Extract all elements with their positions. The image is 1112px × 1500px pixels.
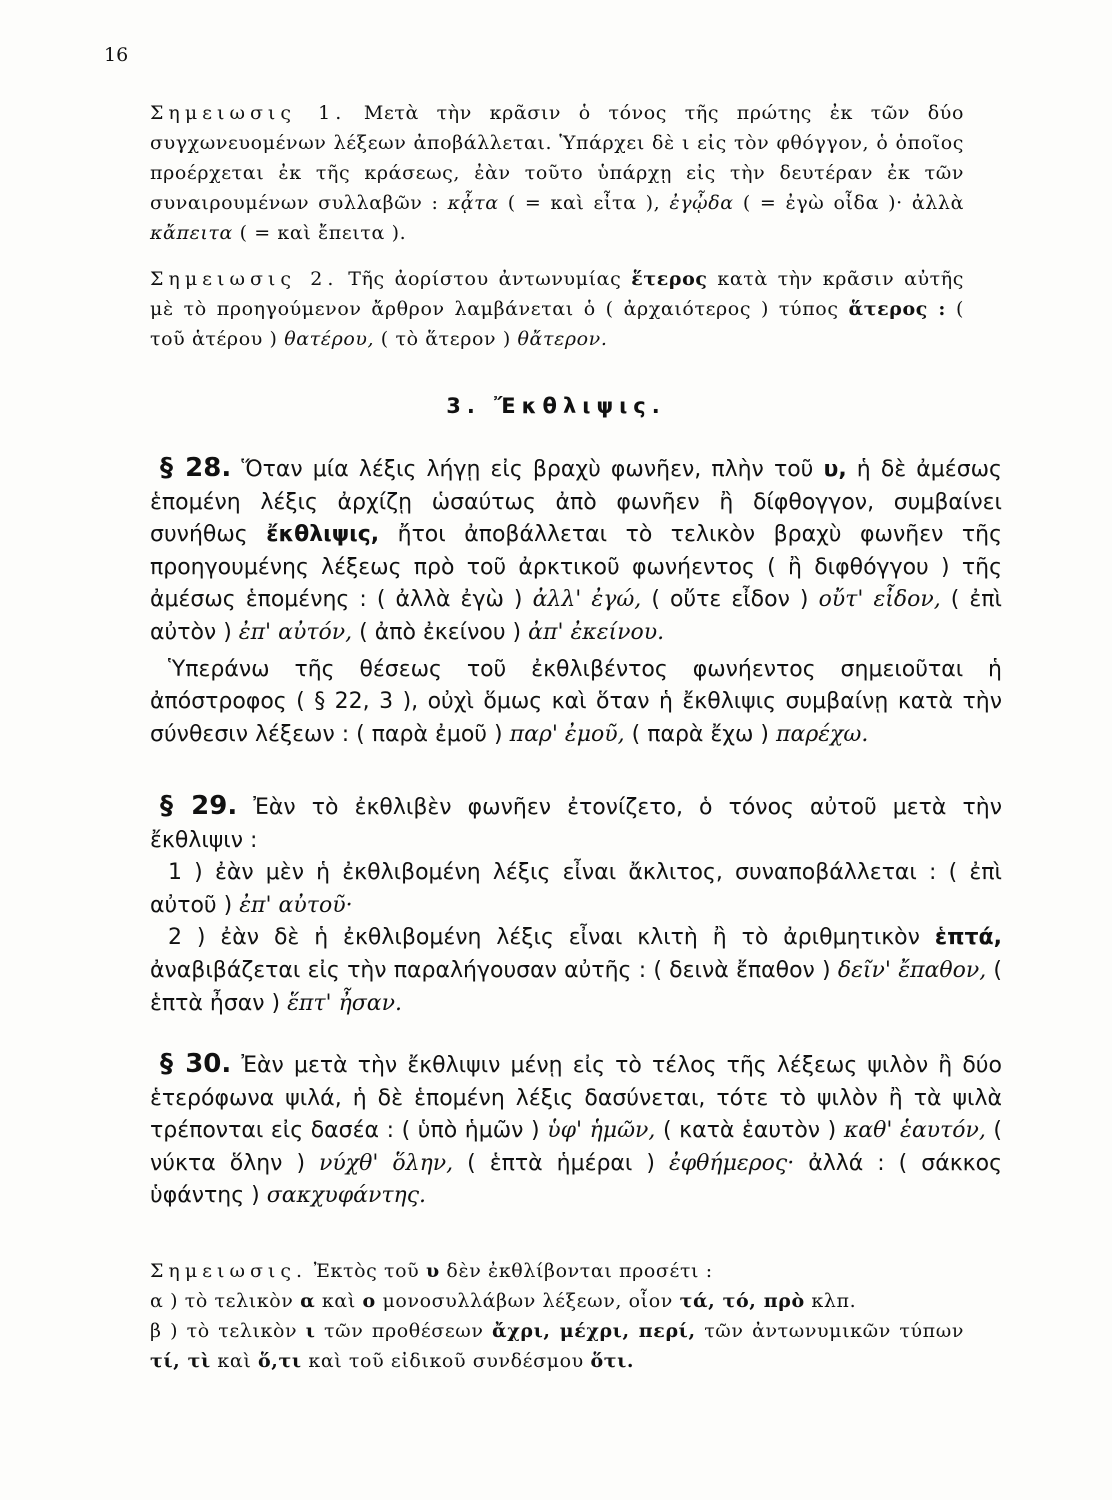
section-30 bbox=[150, 1048, 1002, 1213]
section-29 bbox=[150, 790, 1002, 1020]
section-28-paragraph-2: Ὑπεράνω τῆς θέσεως τοῦ ἐκθλιβέντος φωνήεντος σημειοῦται ἡ ἀπόστροφος ( § 22, 3 ), οὐχὶ ὅμως καὶ ὅταν ἡ ἔκθλιψις συμβαίνῃ κατὰ τὴν σύνθεσιν λέξεων : ( παρὰ ἐμοῦ ) παρ' ἐμοῦ, ( παρὰ ἔχω ) παρέχω. bbox=[150, 656, 1002, 747]
note-2-label: Σημειωσις 2. bbox=[150, 268, 339, 290]
note-1-label: Σημειωσις 1. bbox=[150, 102, 347, 124]
section-30-number: § 30. bbox=[160, 1049, 232, 1079]
section-29-item-1: 1 ) ἐὰν μὲν ἡ ἐκθλιβομένη λέξις εἶναι ἄκλιτος, συναποβάλλεται : ( ἐπὶ αὐτοῦ ) ἐπ' αὐτοῦ· bbox=[150, 860, 1002, 918]
note-2 bbox=[150, 264, 964, 354]
note-3-label: Σημειωσις. bbox=[150, 1260, 308, 1282]
note-3-item-b: β ) τὸ τελικὸν ι τῶν προθέσεων ἄχρι, μέχρι, περί, τῶν ἀντωνυμικῶν τύπων τί, τὶ καὶ ὅ,τι καὶ τοῦ εἰδικοῦ συνδέσμου ὅτι. bbox=[150, 1320, 964, 1372]
section-30-paragraph: § 30. Ἐὰν μετὰ τὴν ἔκθλιψιν μένῃ εἰς τὸ τέλος τῆς λέξεως ψιλὸν ἢ δύο ἑτερόφωνα ψιλά, ἡ δὲ ἑπομένη λέξις δασύνεται, τότε τὸ ψιλὸν ἢ τὰ ψιλὰ τρέπονται εἰς δασέα : ( ὑπὸ ἡμῶν ) ὑφ' ἡμῶν, ( κατὰ ἑαυτὸν ) καθ' ἑαυτόν, ( νύκτα ὅλην ) νύχθ' ὅλην, ( ἑπτὰ ἡμέραι ) ἐφθήμερος· ἀλλά : ( σάκκος ὑφάντης ) σακχυφάντης. bbox=[150, 1049, 1002, 1209]
page-number: 16 bbox=[104, 44, 129, 66]
note-2-paragraph: Σημειωσις 2. Τῆς ἀορίστου ἀντωνυμίας ἕτερος κατὰ τὴν κρᾶσιν αὐτῆς μὲ τὸ προηγούμενον ἄρθρον λαμβάνεται ὁ ( ἀρχαιότερος ) τύπος ἅτερος : ( τοῦ ἁτέρου ) θατέρου, ( τὸ ἅτερον ) θἄτερον. bbox=[150, 268, 965, 350]
section-29-paragraph: § 29. Ἐὰν τὸ ἐκθλιβὲν φωνῆεν ἐτονίζετο, ὁ τόνος αὐτοῦ μετὰ τὴν ἔκθλιψιν : bbox=[150, 791, 1002, 853]
note-1-paragraph: Σημειωσις 1. Μετὰ τὴν κρᾶσιν ὁ τόνος τῆς πρώτης ἐκ τῶν δύο συγχωνευομένων λέξεων ἀποβάλλεται. Ὑπάρχει δὲ ι εἰς τὸν φθόγγον, ὁ ὁποῖος προέρχεται ἐκ τῆς κράσεως, ἐὰν τοῦτο ὑπάρχῃ εἰς τὴν δευτέραν ἐκ τῶν συναιρουμένων συλλαβῶν : κᾆτα ( = καὶ εἶτα ), ἐγᾦδα ( = ἐγὼ οἶδα )· ἀλλὰ κἄπειτα ( = καὶ ἔπειτα ). bbox=[150, 102, 965, 244]
note-3 bbox=[150, 1256, 964, 1376]
note-3-intro: Σημειωσις. Ἐκτὸς τοῦ υ δὲν ἐκθλίβονται προσέτι : bbox=[150, 1260, 713, 1282]
section-heading: 3. Ἔκθλιψις. bbox=[446, 394, 666, 418]
note-1 bbox=[150, 98, 964, 248]
section-28-number: § 28. bbox=[160, 453, 232, 483]
section-28-paragraph-1: § 28. Ὅταν μία λέξις λήγῃ εἰς βραχὺ φωνῆεν, πλὴν τοῦ υ, ἡ δὲ ἀμέσως ἑπομένη λέξις ἀρχίζῃ ὡσαύτως ἀπὸ φωνῆεν ἢ δίφθογγον, συμβαίνει συνήθως ἔκθλιψις, ἤτοι ἀποβάλλεται τὸ τελικὸν βραχὺ φωνῆεν τῆς προηγουμένης λέξεως πρὸ τοῦ ἀρκτικοῦ φωνήεντος ( ἢ διφθόγγου ) τῆς ἀμέσως ἑπομένης : ( ἀλλὰ ἐγὼ ) ἀλλ' ἐγώ, ( οὔτε εἶδον ) οὔτ' εἶδον, ( ἐπὶ αὐτὸν ) ἐπ' αὐτόν, ( ἀπὸ ἐκείνου ) ἀπ' ἐκείνου. bbox=[150, 453, 1002, 645]
note-3-item-a: α ) τὸ τελικὸν α καὶ ο μονοσυλλάβων λέξεων, οἷον τά, τό, πρὸ κλπ. bbox=[150, 1290, 857, 1312]
section-29-item-2: 2 ) ἐὰν δὲ ἡ ἐκθλιβομένη λέξις εἶναι κλιτὴ ἢ τὸ ἀριθμητικὸν ἑπτά, ἀναβιβάζεται εἰς τὴν παραλήγουσαν αὐτῆς : ( δεινὰ ἔπαθον ) δεῖν' ἔπαθον, ( ἑπτὰ ἦσαν ) ἕπτ' ἦσαν. bbox=[150, 925, 1003, 1016]
section-28 bbox=[150, 452, 1002, 751]
section-29-number: § 29. bbox=[160, 791, 238, 821]
